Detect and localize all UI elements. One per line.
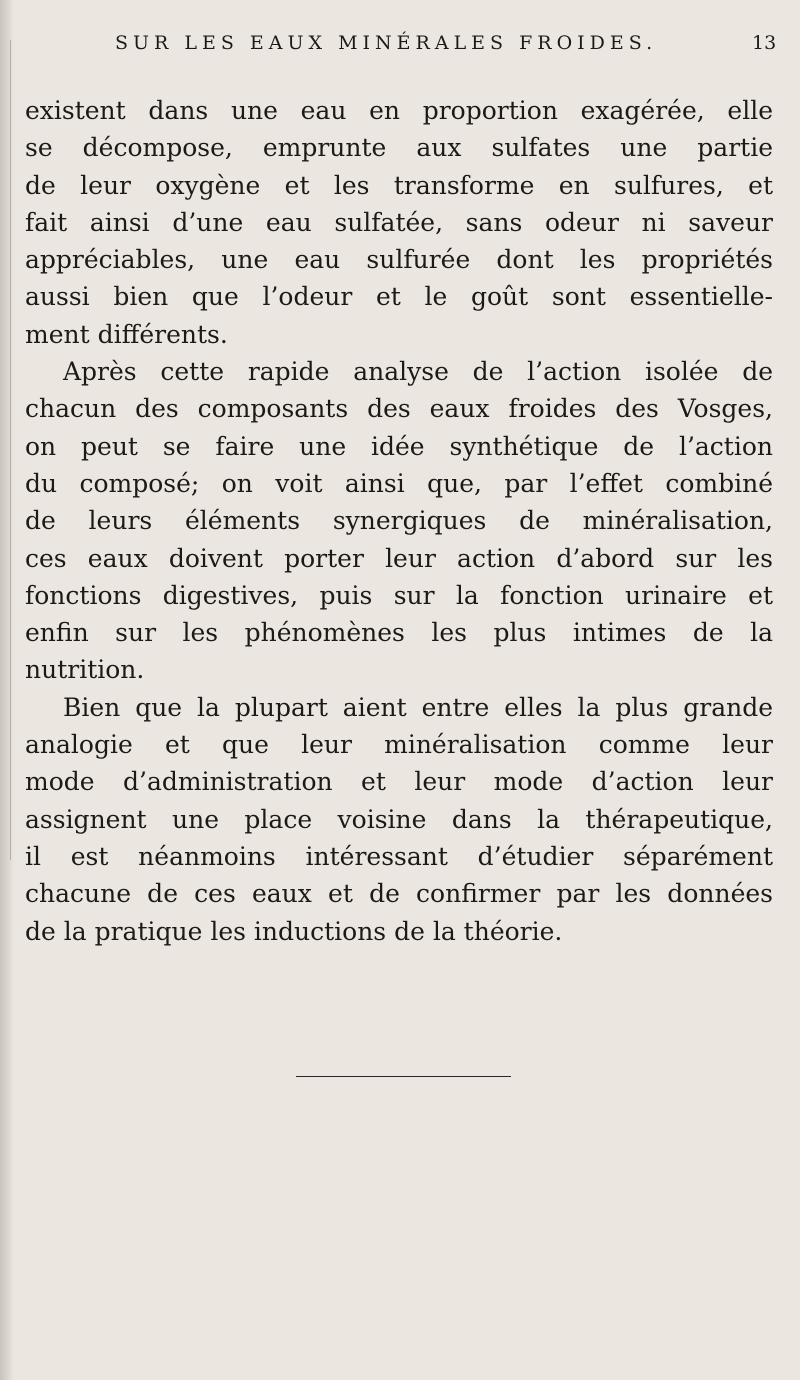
text-line: de la pratique les inductions de la théorie.	[25, 916, 563, 946]
page-number: 13	[752, 32, 777, 54]
text-line: appréciables, une eau sulfurée dont les propriétés	[25, 245, 773, 275]
text-line: chacun des composants des eaux froides des Vosges,	[25, 394, 773, 424]
section-rule	[296, 1076, 511, 1077]
text-line: il est néanmoins intéressant d’étudier séparément	[25, 841, 773, 871]
text-line: fonctions digestives, puis sur la fonction urinaire et	[25, 580, 773, 610]
page-gutter-shadow	[0, 0, 14, 1380]
text-line: enfin sur les phénomènes les plus intimes de la	[25, 618, 773, 648]
text-line: de leur oxygène et les transforme en sulfures, et	[25, 170, 773, 200]
text-line: existent dans une eau en proportion exagérée, elle	[25, 96, 773, 125]
text-line: chacune de ces eaux et de confirmer par les données	[25, 879, 773, 909]
page-gutter-line	[10, 40, 11, 860]
text-line: mode d’administration et leur mode d’action leur	[25, 767, 773, 797]
text-line: ment différents.	[25, 319, 228, 349]
text-line: du composé; on voit ainsi que, par l’effet combiné	[25, 468, 773, 498]
text-line: fait ainsi d’une eau sulfatée, sans odeur ni saveur	[25, 207, 773, 237]
text-line: aussi bien que l’odeur et le goût sont essentielle-	[25, 282, 773, 312]
text-line: nutrition.	[25, 655, 145, 685]
text-line: assignent une place voisine dans la thérapeutique,	[25, 804, 773, 834]
text-line: on peut se faire une idée synthétique de l’action	[25, 431, 773, 461]
text-line: de leurs éléments synergiques de minéralisation,	[25, 506, 773, 536]
paragraph-start-line: Bien que la plupart aient entre elles la plus grande	[63, 692, 773, 722]
running-header	[0, 32, 800, 68]
running-title: SUR LES EAUX MINÉRALES FROIDES.	[115, 32, 658, 54]
text-line: ces eaux doivent porter leur action d’abord sur les	[25, 543, 773, 573]
text-line: analogie et que leur minéralisation comme leur	[25, 730, 773, 760]
body-text	[25, 92, 773, 950]
paragraph-start-line: Après cette rapide analyse de l’action isolée de	[63, 357, 773, 387]
text-line: se décompose, emprunte aux sulfates une partie	[25, 133, 773, 163]
